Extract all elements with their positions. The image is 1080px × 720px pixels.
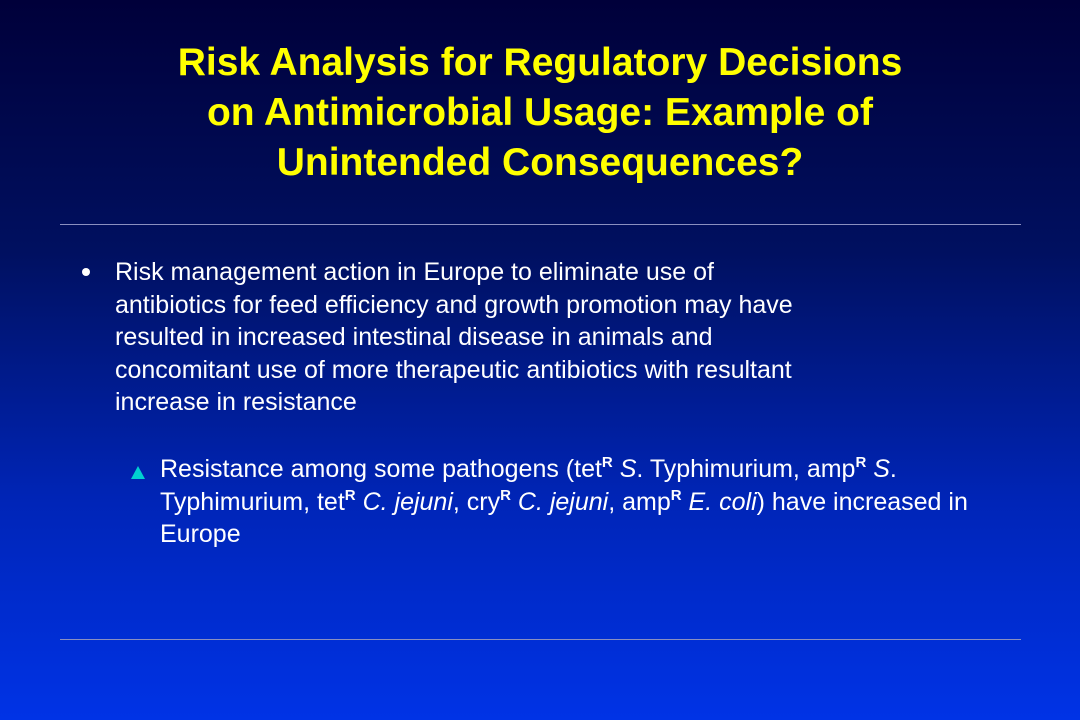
sub-bullet-text: ) have increased in Europe [160, 487, 968, 548]
slide-title: Risk Analysis for Regulatory Decisions on Antimicrobial Usage: Example of Unintended Consequences? [177, 41, 903, 184]
sub-bullet-italic-text: C. jejuni [355, 487, 453, 516]
superscript-r: R [670, 486, 682, 504]
superscript-r: R [344, 486, 356, 504]
bullet-item: Risk management action in Europe to eliminate use of antibiotics for feed efficiency and growth promotion may have resulted in increased intestinal disease in animals and concomitant use of more therapeutic antibiotics with resultant increase in resistance [115, 258, 793, 416]
sub-bullet-text: Resistance among some pathogens (tet [160, 455, 602, 483]
sub-bullet-item [160, 453, 1020, 551]
superscript-r: R [855, 454, 867, 471]
superscript-r: R [500, 486, 511, 504]
sub-bullet-triangle-icon [131, 466, 145, 479]
title-divider [60, 224, 1021, 225]
sub-bullet-italic-text: S [866, 455, 890, 483]
bullet-dot-icon [82, 268, 90, 276]
sub-bullet-text: . Typhimurium, tet [160, 455, 897, 516]
sub-bullet-text: . Typhimurium, amp [636, 455, 856, 483]
sub-bullet-italic-text: E. coli [681, 487, 757, 516]
sub-bullet-italic-text: C. jejuni [510, 487, 609, 516]
footer-divider [60, 639, 1021, 640]
superscript-r: R [601, 454, 613, 471]
sub-bullet-text: , amp [608, 487, 671, 516]
sub-bullet-text: , cry [452, 487, 501, 516]
sub-bullet-italic-text: S [612, 455, 637, 483]
